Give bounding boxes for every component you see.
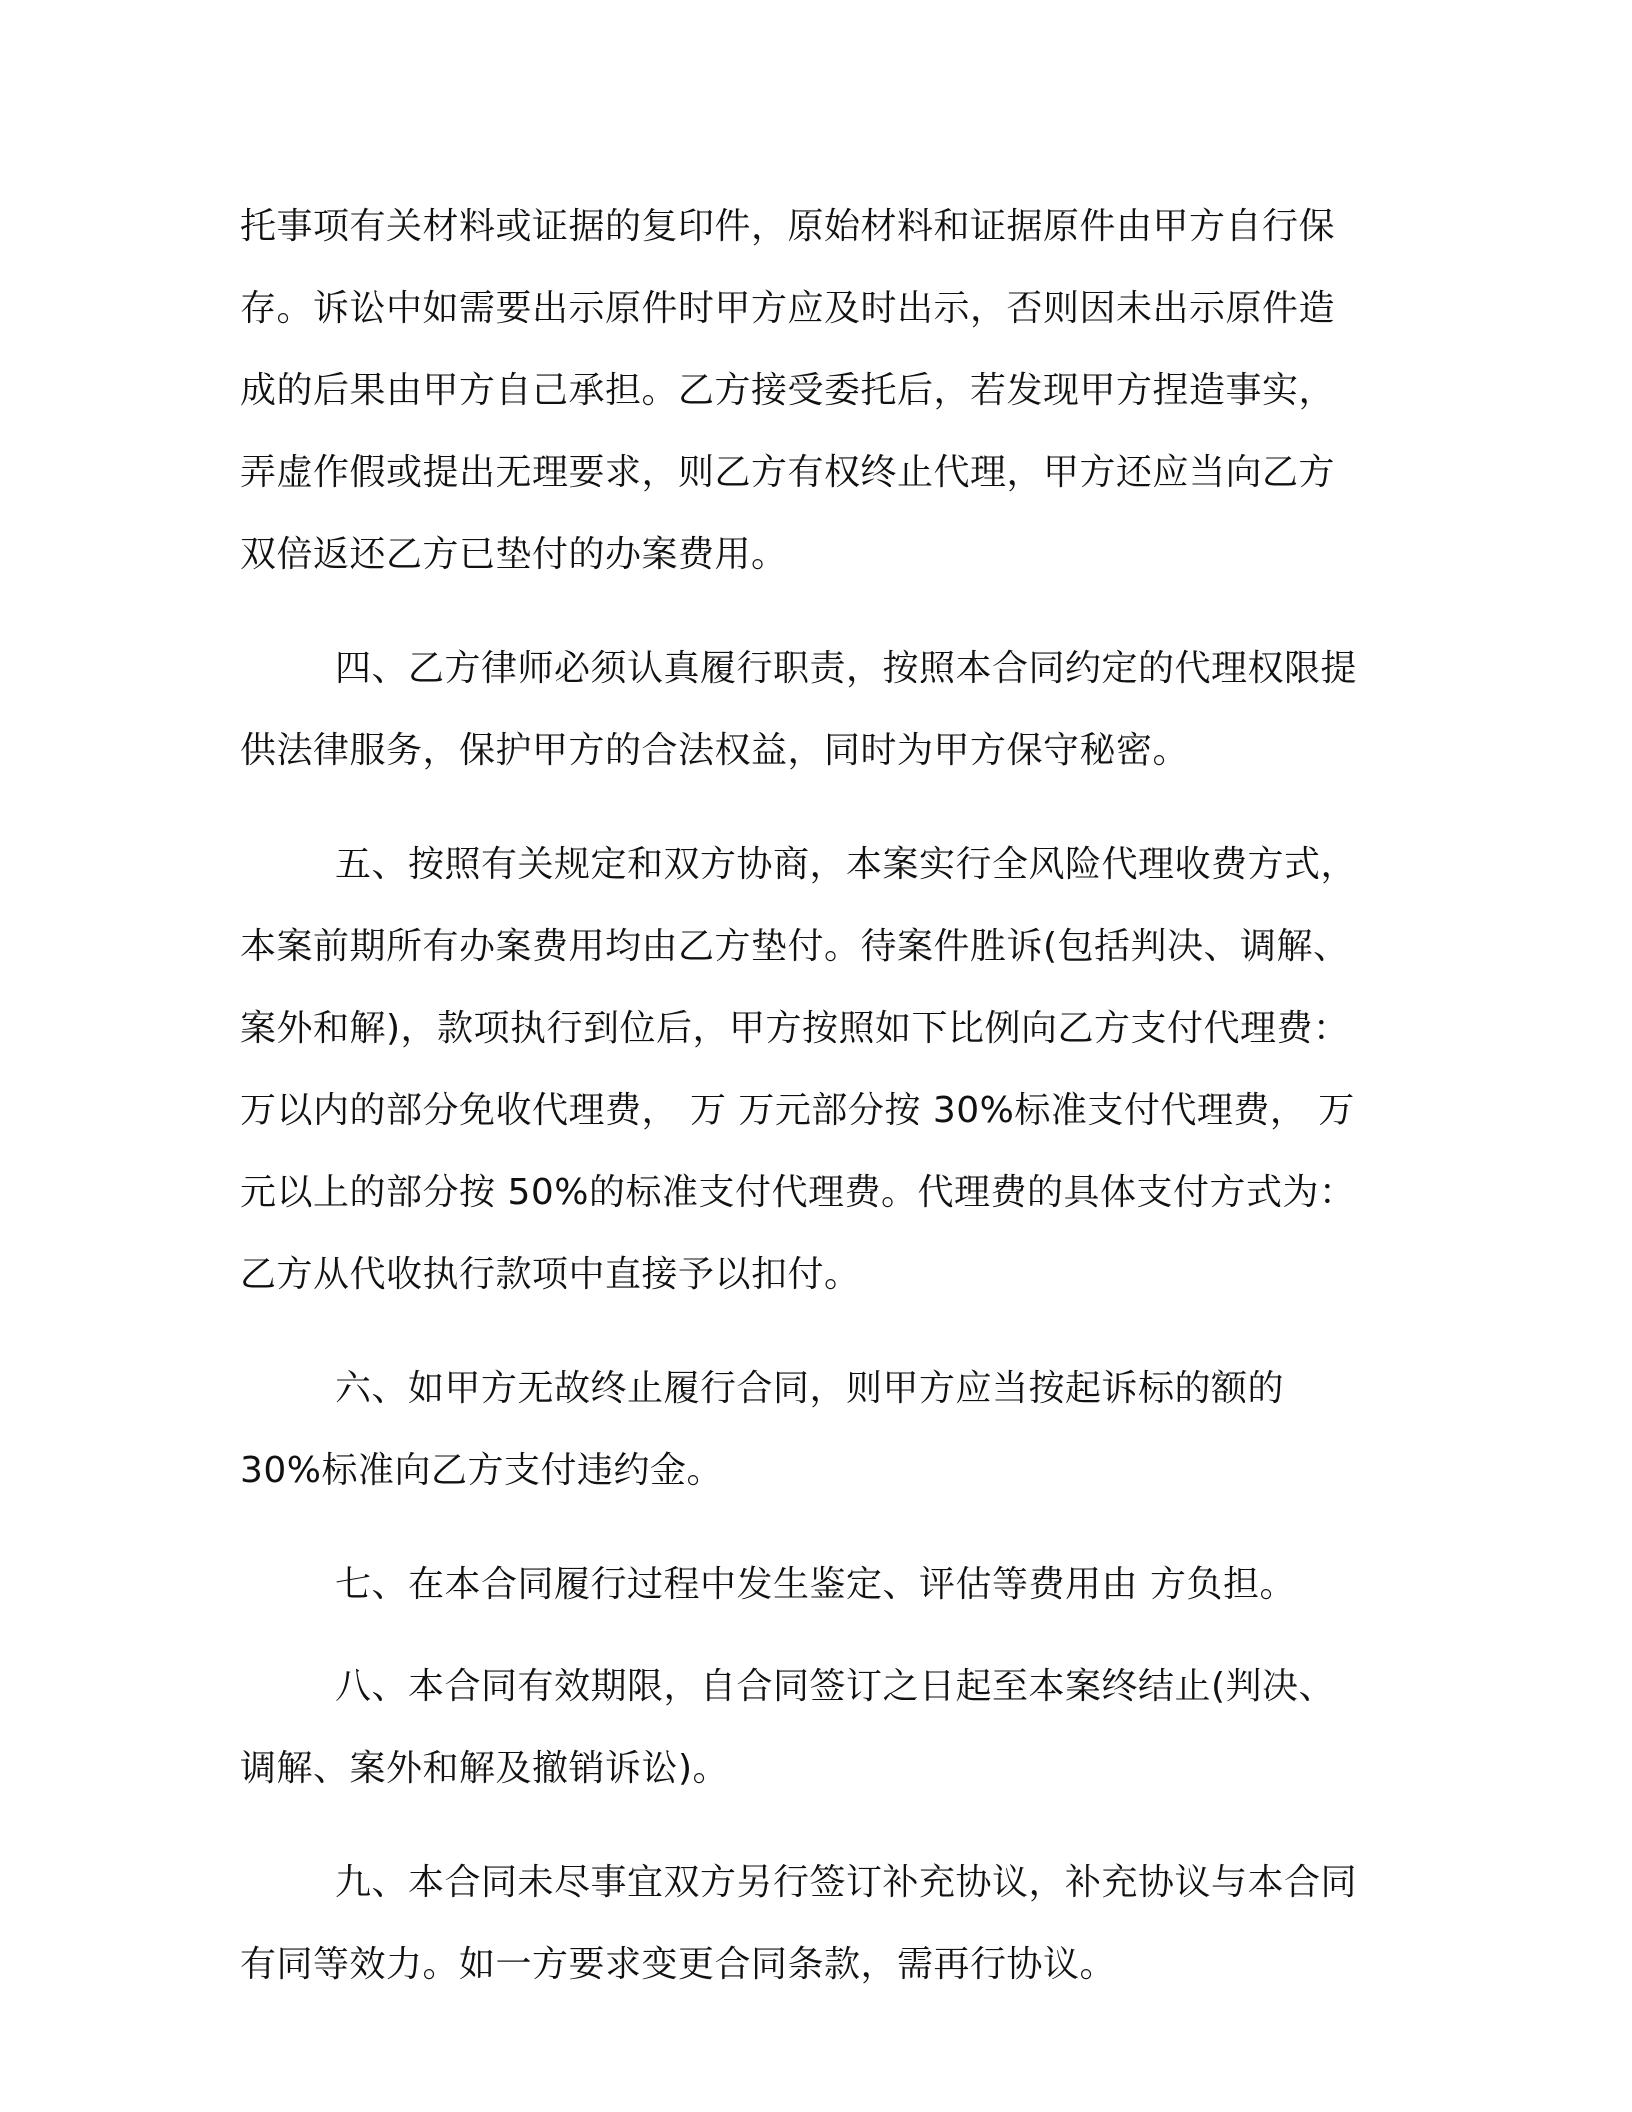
text-line: 成的后果由甲方自己承担。乙方接受委托后，若发现甲方捏造事实， (240, 370, 1336, 411)
document-page (240, 186, 1390, 2006)
text-line: 弄虚作假或提出无理要求，则乙方有权终止代理，甲方还应当向乙方 (240, 452, 1336, 493)
text-line: 调解、案外和解及撤销诉讼)。 (240, 1748, 730, 1789)
clause-6 (240, 1348, 1390, 1512)
text-line: 九、本合同未尽事宜双方另行签订补充协议，补充协议与本合同 (335, 1862, 1358, 1903)
text-line: 八、本合同有效期限，自合同签订之日起至本案终结止(判决、 (335, 1666, 1336, 1707)
text-line: 六、如甲方无故终止履行合同，则甲方应当按起诉标的额的 (335, 1368, 1285, 1409)
text-line: 本案前期所有办案费用均由乙方垫付。待案件胜诉(包括判决、调解、 (240, 926, 1350, 967)
text-line: 乙方从代收执行款项中直接予以扣付。 (240, 1254, 861, 1295)
text-line: 有同等效力。如一方要求变更合同条款，需再行协议。 (240, 1944, 1117, 1985)
text-line: 供法律服务，保护甲方的合法权益，同时为甲方保守秘密。 (240, 730, 1190, 771)
clause-4 (240, 628, 1390, 792)
text-line: 四、乙方律师必须认真履行职责，按照本合同约定的代理权限提 (335, 648, 1358, 689)
text-line: 双倍返还乙方已垫付的办案费用。 (240, 534, 788, 575)
text-line: 五、按照有关规定和双方协商，本案实行全风险代理收费方式， (335, 844, 1358, 885)
text-line: 存。诉讼中如需要出示原件时甲方应及时出示，否则因未出示原件造 (240, 288, 1336, 329)
clause-5 (240, 824, 1390, 1316)
text-line: 案外和解)，款项执行到位后，甲方按照如下比例向乙方支付代理费： (240, 1008, 1350, 1049)
paragraph-continuation (240, 186, 1390, 596)
text-line: 七、在本合同履行过程中发生鉴定、评估等费用由 方负担。 (335, 1564, 1296, 1605)
clause-7 (240, 1544, 1390, 1626)
text-line: 万以内的部分免收代理费， 万 万元部分按 30%标准支付代理费， 万 (240, 1090, 1355, 1131)
text-line: 30%标准向乙方支付违约金。 (240, 1450, 724, 1491)
clause-8 (240, 1646, 1390, 1810)
clause-9 (240, 1842, 1390, 2006)
text-line: 托事项有关材料或证据的复印件，原始材料和证据原件由甲方自行保 (240, 206, 1336, 247)
text-line: 元以上的部分按 50%的标准支付代理费。代理费的具体支付方式为： (240, 1172, 1356, 1213)
